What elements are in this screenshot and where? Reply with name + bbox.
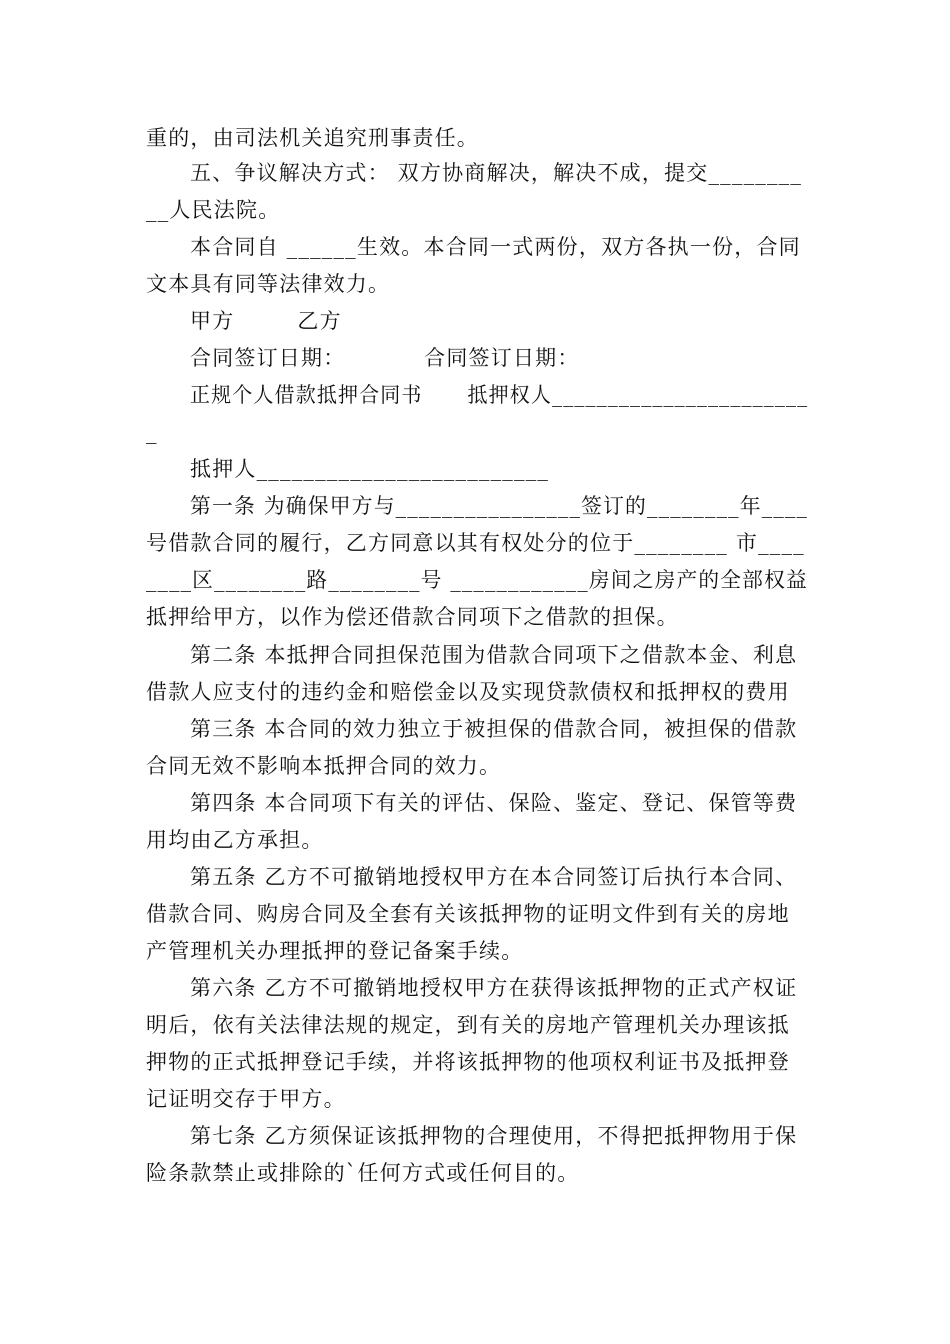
text-line: 第七条 乙方须保证该抵押物的合理使用，不得把抵押物用于保 <box>190 1124 798 1148</box>
text-line: 合同无效不影响本抵押合同的效力。 <box>146 754 502 778</box>
text-line: 第一条 为确保甲方与________________签订的________年____ <box>190 494 809 518</box>
text-line: 抵押给甲方，以作为偿还借款合同项下之借款的担保。 <box>146 605 679 629</box>
text-line: 产管理机关办理抵押的登记备案手续。 <box>146 939 524 963</box>
text-line: 抵押人_________________________ <box>190 457 550 481</box>
text-line: 险条款禁止或排除的`任何方式或任何目的。 <box>146 1161 580 1185</box>
text-line: 借款合同、购房合同及全套有关该抵押物的证明文件到有关的房地 <box>146 902 790 926</box>
text-line: 第六条 乙方不可撤销地授权甲方在获得该抵押物的正式产权证 <box>190 976 798 1000</box>
text-line: __人民法院。 <box>146 198 281 222</box>
text-line: 正规个人借款抵押合同书 抵押权人_______________________ <box>190 383 809 407</box>
text-line: 第五条 乙方不可撤销地授权甲方在本合同签订后执行本合同、 <box>190 865 798 889</box>
text-line: _ <box>146 420 158 444</box>
text-line: 第四条 本合同项下有关的评估、保险、鉴定、登记、保管等费 <box>190 791 798 815</box>
text-line: 文本具有同等法律效力。 <box>146 272 391 296</box>
text-line: 号借款合同的履行，乙方同意以其有权处分的位于________ 市____ <box>146 531 805 555</box>
text-line: 用均由乙方承担。 <box>146 828 324 852</box>
text-line: 第三条 本合同的效力独立于被担保的借款合同，被担保的借款 <box>190 717 798 741</box>
text-line: 本合同自 ______生效。本合同一式两份，双方各执一份，合同 <box>190 235 801 259</box>
text-line: 借款人应支付的违约金和赔偿金以及实现贷款债权和抵押权的费用 <box>146 680 790 704</box>
text-line: 记证明交存于甲方。 <box>146 1087 346 1111</box>
text-line: 第二条 本抵押合同担保范围为借款合同项下之借款本金、利息 <box>190 643 798 667</box>
text-line: 五、争议解决方式： 双方协商解决，解决不成，提交________ <box>190 161 803 185</box>
text-line: 重的，由司法机关追究刑事责任。 <box>146 126 479 150</box>
text-line: 押物的正式抵押登记手续，并将该抵押物的他项权利证书及抵押登 <box>146 1050 790 1074</box>
text-line: ____区________路________号 ____________房间之房产的全部权益 <box>146 568 808 592</box>
text-line: 合同签订日期： 合同签订日期： <box>190 346 580 370</box>
text-line: 明后，依有关法律法规的规定，到有关的房地产管理机关办理该抵 <box>146 1013 790 1037</box>
text-line: 甲方 乙方 <box>190 309 342 333</box>
